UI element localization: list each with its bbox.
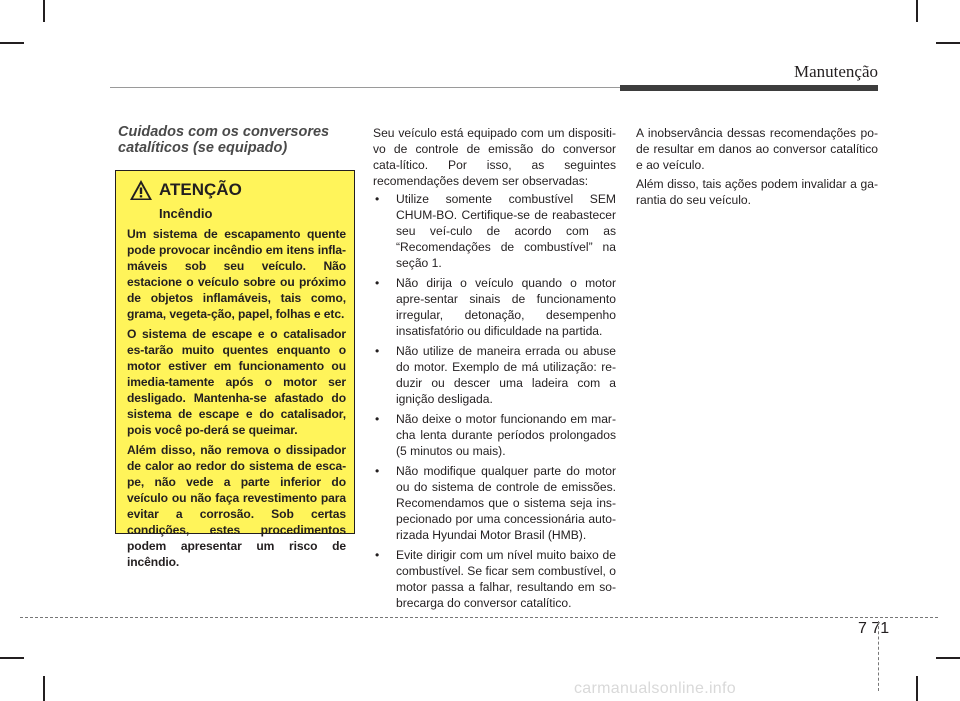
list-item-text: Não deixe o motor funcionando em mar-cha lenta durante períodos prolongados (5 minutos ou mais). (396, 412, 616, 458)
warning-header (127, 175, 346, 205)
page-number: 7 71 (858, 620, 890, 637)
bullet: • (375, 464, 380, 478)
recommendation-list (373, 191, 616, 611)
crop-mark (0, 42, 24, 44)
body-paragraph: Além disso, tais ações podem invalidar a ga-rantia do seu veículo. (636, 177, 878, 207)
section-title-line1: Cuidados com os conversores (118, 124, 330, 140)
section-title (118, 124, 358, 156)
warning-paragraph: O sistema de escape e o catalisador es-tarão muito quentes enquanto o motor estiver em funcionamento ou imedia-tamente após o motor ser desligado. Mantenha-se afastado do sistema de escape e do catalisador, pois você po-derá se queimar. (127, 327, 346, 437)
list-item (373, 191, 616, 271)
chapter-title: Manutenção (793, 62, 878, 81)
list-item (373, 343, 616, 407)
list-item-text: Utilize somente combustível SEM CHUM-BO. Certifique-se de reabastecer seu veí-culo de acordo com as “Recomendações de combustível” na seção 1. (396, 192, 616, 270)
footer-rule (20, 617, 938, 618)
warning-triangle-icon (129, 179, 153, 201)
section-title-line2: catalíticos (se equipado) (118, 140, 288, 156)
list-item-text: Evite dirigir com um nível muito baixo de combustível. Se ficar sem combustível, o motor passa a falhar, resultando em so-brecarga do conversor catalítico. (396, 548, 616, 610)
crop-mark (0, 657, 24, 659)
crop-mark (43, 676, 45, 701)
list-item (373, 411, 616, 459)
header-rule (110, 87, 620, 88)
watermark: carmanualsonline.info (574, 680, 736, 697)
bullet: • (375, 276, 380, 290)
crop-mark (936, 657, 960, 659)
body-column-3 (636, 125, 878, 211)
list-item-text: Não utilize de maneira errada ou abuse do motor. Exemplo de má utilização: re-duzir ou descer uma ladeira com a ignição desligada. (396, 344, 616, 406)
bullet: • (375, 412, 380, 426)
warning-subtitle: Incêndio (159, 206, 213, 221)
warning-paragraph: Um sistema de escapamento quente pode provocar incêndio em itens infla-máveis sob seu veículo. Não estacione o veículo sobre ou próximo de objetos inflamáveis, tais como, grama, vegeta-ção, papel, folhas e etc. (127, 227, 346, 321)
footer-vertical-rule (878, 621, 879, 691)
list-item-text: Não dirija o veículo quando o motor apre-sentar sinais de funcionamento irregular, detonação, desempenho insatisfatório ou dificuldade na partida. (396, 276, 616, 338)
crop-mark (936, 42, 960, 44)
intro-paragraph: Seu veículo está equipado com um dispositi-vo de controle de emissão do conversor cata-lítico. Por isso, as seguintes recomendações devem ser observadas: (373, 126, 616, 188)
header-bar (620, 85, 878, 91)
body-column-2 (373, 125, 616, 615)
bullet: • (375, 192, 380, 206)
warning-title: ATENÇÃO (159, 180, 242, 199)
bullet: • (375, 548, 380, 562)
list-item (373, 547, 616, 611)
list-item (373, 463, 616, 543)
warning-box (115, 170, 355, 569)
warning-paragraph: Além disso, não remova o dissipador de calor ao redor do sistema de esca-pe, não vede a parte inferior do veículo ou não faça revestimento para evitar a corrosão. Sob certas condições, estes procedimentos podem apresentar um risco de incêndio. (127, 443, 346, 569)
list-item (373, 275, 616, 339)
body-paragraph: A inobservância dessas recomendações po-de resultar em danos ao conversor catalítico e ao veículo. (636, 126, 878, 172)
crop-mark (43, 0, 45, 22)
crop-mark (916, 676, 918, 701)
bullet: • (375, 344, 380, 358)
list-item-text: Não modifique qualquer parte do motor ou do sistema de controle de emissões. Recomendamos que o sistema seja ins-pecionado por uma concessionária auto-rizada Hyundai Motor Brasil (HMB). (396, 464, 616, 542)
crop-mark (916, 0, 918, 22)
